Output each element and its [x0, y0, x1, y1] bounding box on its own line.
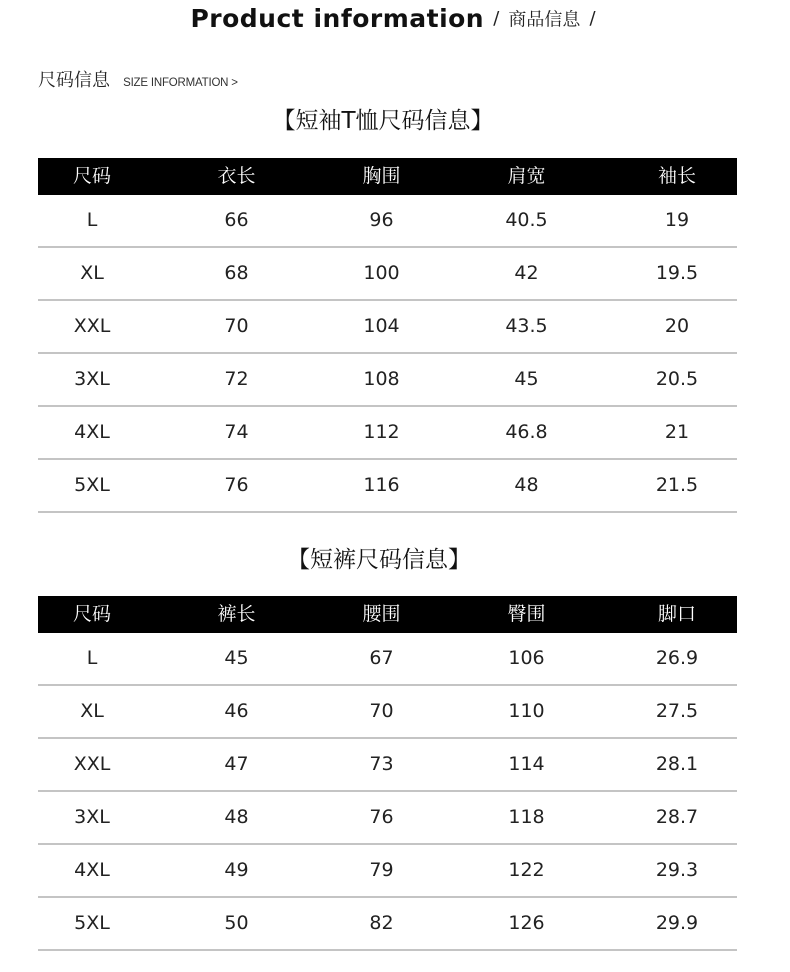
- cell-leg-opening: 28.1: [655, 753, 699, 775]
- section-label-english: SIZE INFORMATION >: [123, 77, 238, 89]
- table-row: [38, 739, 737, 792]
- cell-sleeve: 21: [664, 421, 690, 443]
- cell-size: 5XL: [74, 474, 110, 496]
- cell-size: XXL: [73, 315, 111, 337]
- title-separator: /: [493, 8, 500, 29]
- cell-pants-length: 49: [224, 859, 249, 881]
- cell-pants-length: 47: [224, 753, 249, 775]
- cell-length: 72: [224, 368, 249, 390]
- cell-waist: 70: [369, 700, 394, 722]
- cell-chest: 112: [363, 421, 400, 443]
- cell-hip: 106: [508, 647, 545, 669]
- cell-length: 74: [224, 421, 249, 443]
- cell-chest: 116: [363, 474, 400, 496]
- cell-shoulder: 46.8: [505, 421, 548, 443]
- table-row: [38, 248, 737, 301]
- cell-shoulder: 43.5: [505, 315, 548, 337]
- cell-shoulder: 45: [514, 368, 539, 390]
- cell-pants-length: 50: [224, 912, 249, 934]
- section-label: [38, 66, 238, 92]
- shorts-size-table: [38, 596, 737, 934]
- page-header: [0, 4, 790, 33]
- cell-size: 4XL: [74, 421, 110, 443]
- table-row: [38, 633, 737, 686]
- table-header-row: [38, 596, 737, 633]
- header-cell-leg-opening: 脚口: [657, 603, 696, 625]
- cell-chest: 108: [363, 368, 400, 390]
- cell-waist: 82: [369, 912, 394, 934]
- cell-sleeve: 19: [664, 209, 690, 231]
- cell-sleeve: 20.5: [655, 368, 699, 390]
- cell-chest: 100: [363, 262, 400, 284]
- header-cell-sleeve: 袖长: [657, 165, 696, 187]
- cell-waist: 79: [369, 859, 394, 881]
- cell-length: 68: [224, 262, 249, 284]
- cell-shoulder: 48: [514, 474, 539, 496]
- cell-size: XXL: [73, 753, 111, 775]
- shorts-table-caption: 【短裤尺码信息】: [287, 547, 471, 573]
- tshirt-table-caption: 【短袖T恤尺码信息】: [272, 108, 494, 134]
- page-title-chinese: 商品信息: [508, 9, 581, 31]
- cell-length: 66: [224, 209, 249, 231]
- cell-waist: 73: [369, 753, 394, 775]
- cell-chest: 104: [363, 315, 400, 337]
- header-cell-shoulder: 肩宽: [507, 165, 546, 187]
- tshirt-size-table: [38, 158, 737, 496]
- header-cell-length: 衣长: [217, 165, 256, 187]
- cell-size: 3XL: [74, 368, 110, 390]
- cell-hip: 122: [508, 859, 545, 881]
- cell-leg-opening: 27.5: [655, 700, 699, 722]
- header-cell-hip: 臀围: [507, 603, 546, 625]
- cell-hip: 110: [508, 700, 545, 722]
- header-cell-pants-length: 裤长: [217, 603, 256, 625]
- table-row: [38, 301, 737, 354]
- table-row: [38, 898, 737, 951]
- cell-hip: 114: [508, 753, 545, 775]
- cell-size: 5XL: [74, 912, 110, 934]
- cell-leg-opening: 29.9: [655, 912, 699, 934]
- cell-shoulder: 42: [514, 262, 539, 284]
- cell-chest: 96: [369, 209, 394, 231]
- cell-pants-length: 45: [224, 647, 249, 669]
- cell-size: 4XL: [74, 859, 110, 881]
- cell-leg-opening: 28.7: [655, 806, 699, 828]
- cell-pants-length: 48: [224, 806, 249, 828]
- cell-size: L: [86, 647, 98, 669]
- cell-hip: 118: [508, 806, 545, 828]
- cell-shoulder: 40.5: [505, 209, 548, 231]
- title-separator-end: /: [589, 8, 596, 29]
- cell-sleeve: 19.5: [655, 262, 699, 284]
- cell-length: 70: [224, 315, 249, 337]
- table-row: [38, 354, 737, 407]
- header-cell-size: 尺码: [72, 603, 111, 625]
- cell-sleeve: 21.5: [655, 474, 699, 496]
- cell-size: 3XL: [74, 806, 110, 828]
- cell-leg-opening: 26.9: [655, 647, 699, 669]
- cell-size: XL: [80, 700, 104, 722]
- cell-size: L: [86, 209, 98, 231]
- cell-sleeve: 20: [664, 315, 690, 337]
- cell-length: 76: [224, 474, 249, 496]
- cell-pants-length: 46: [224, 700, 249, 722]
- table-row: [38, 195, 737, 248]
- cell-waist: 76: [369, 806, 394, 828]
- cell-size: XL: [80, 262, 104, 284]
- section-label-chinese: 尺码信息: [38, 70, 110, 91]
- table-header-row: [38, 158, 737, 195]
- table-row: [38, 845, 737, 898]
- page-title: Product information: [190, 4, 485, 33]
- header-cell-waist: 腰围: [362, 603, 401, 625]
- cell-leg-opening: 29.3: [655, 859, 699, 881]
- cell-hip: 126: [508, 912, 545, 934]
- header-cell-chest: 胸围: [362, 165, 401, 187]
- header-cell-size: 尺码: [72, 165, 111, 187]
- table-row: [38, 460, 737, 513]
- table-row: [38, 686, 737, 739]
- cell-waist: 67: [369, 647, 394, 669]
- table-row: [38, 792, 737, 845]
- table-row: [38, 407, 737, 460]
